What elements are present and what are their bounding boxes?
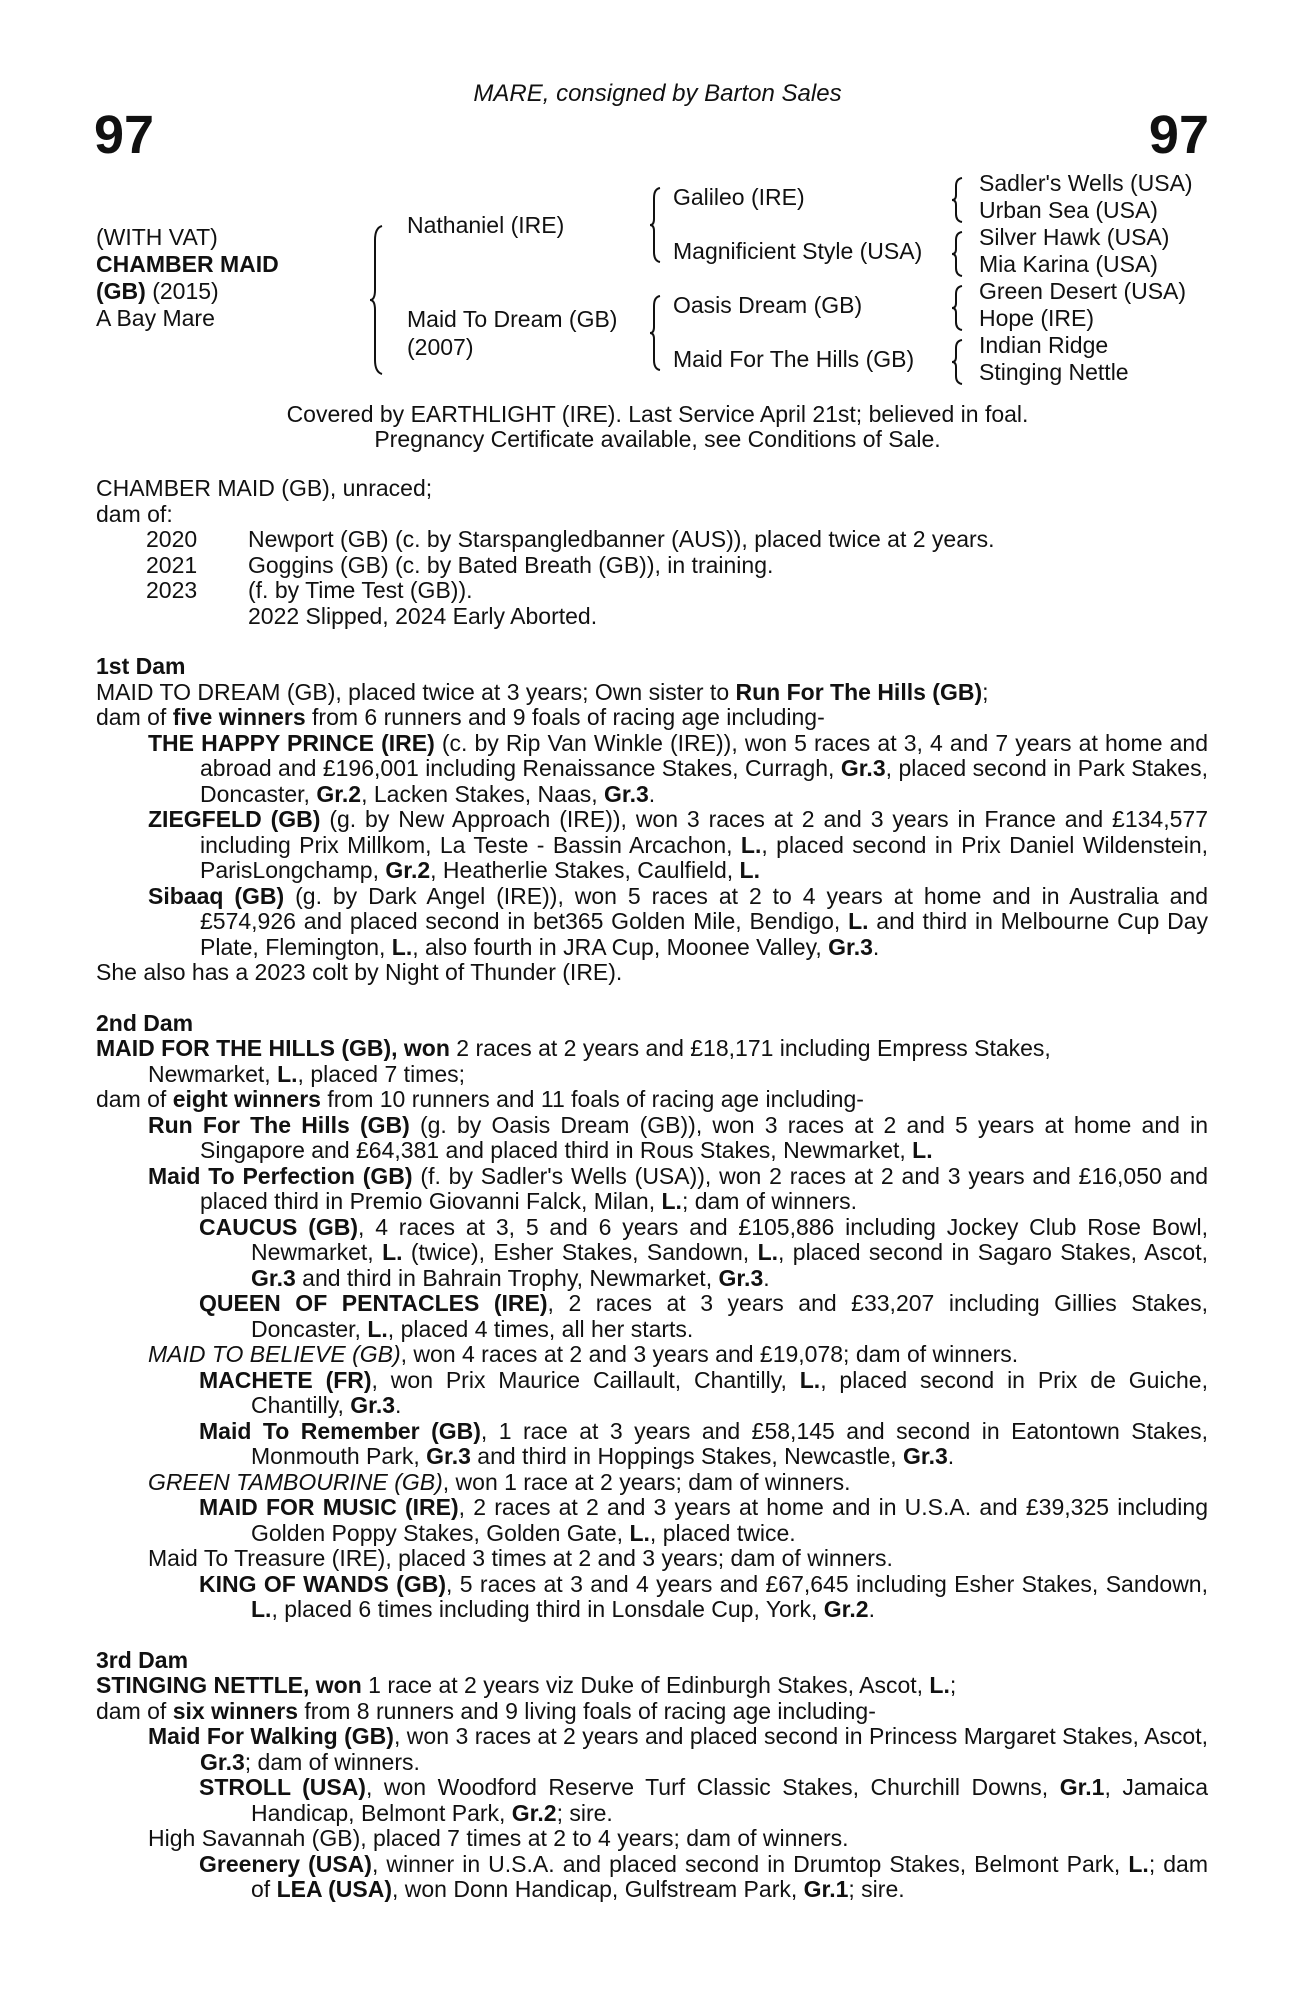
ancestor-sss: Sadler's Wells (USA) bbox=[979, 170, 1193, 196]
text: KING OF WANDS (GB) bbox=[199, 1570, 446, 1597]
vat-note: (WITH VAT) bbox=[96, 224, 218, 250]
text: dam of bbox=[96, 1697, 173, 1724]
text: MAID TO DREAM (GB), placed twice at 3 years; Own sister to bbox=[96, 678, 736, 705]
text: L. bbox=[382, 1239, 403, 1265]
text: dam of bbox=[96, 704, 173, 730]
text: , placed second in Sagaro Stakes, Ascot, bbox=[778, 1239, 1208, 1265]
produce-dam-of: dam of: bbox=[96, 500, 173, 527]
text: L. bbox=[757, 1239, 779, 1265]
text: L. bbox=[391, 933, 413, 960]
third-dam-heading: 3rd Dam bbox=[96, 1646, 189, 1673]
text: L. bbox=[277, 1060, 298, 1087]
maid-hills-brace bbox=[950, 338, 964, 386]
text: , placed 7 times; bbox=[297, 1060, 466, 1087]
text: Gr.1 bbox=[803, 1876, 849, 1902]
dam-name: Maid To Dream (GB) bbox=[407, 306, 618, 332]
horse-description: A Bay Mare bbox=[96, 305, 215, 331]
oasis-brace bbox=[950, 284, 964, 332]
lot-number-left: 97 bbox=[94, 105, 155, 165]
text: Gr.3 bbox=[604, 780, 649, 807]
text: , Lacken Stakes, Naas, bbox=[361, 780, 605, 807]
sire-sire: Galileo (IRE) bbox=[673, 184, 805, 210]
text: ; sire. bbox=[848, 1876, 905, 1902]
text: , won 1 race at 2 years; dam of winners. bbox=[442, 1468, 851, 1495]
text: L. bbox=[1128, 1850, 1149, 1877]
text: L. bbox=[848, 908, 869, 934]
section-gap bbox=[96, 629, 1208, 654]
text: , also fourth in JRA Cup, Moonee Valley, bbox=[412, 933, 829, 960]
text: , 2 races at 2 and 3 years at home and in U.S.A. and £39,325 including Golden Poppy Stakes, Golden Gate, bbox=[251, 1494, 1208, 1546]
first-dam-heading: 1st Dam bbox=[96, 653, 186, 679]
produce-year: 2020 bbox=[146, 526, 198, 552]
first-dam-line bbox=[96, 680, 1208, 706]
text: Gr.2 bbox=[511, 1799, 557, 1826]
text: GREEN TAMBOURINE (GB) bbox=[148, 1468, 443, 1495]
produce-row bbox=[96, 578, 1208, 604]
produce-entry bbox=[96, 1470, 1208, 1496]
produce-row bbox=[96, 527, 1208, 553]
text: and third in Bahrain Trophy, Newmarket, bbox=[295, 1264, 719, 1291]
catalogue-body bbox=[96, 476, 1208, 1903]
text: , placed second in Park Stakes, Doncaster, bbox=[200, 755, 1208, 807]
text: ; dam of bbox=[251, 1850, 1209, 1902]
produce-entry bbox=[96, 807, 1208, 884]
text: Newmarket, bbox=[148, 1060, 278, 1087]
text: , 4 races at 3, 5 and 6 years and £105,886 including Jockey Club Rose Bowl, Newmarket, bbox=[251, 1213, 1208, 1265]
text: L. bbox=[251, 1596, 272, 1622]
section-gap bbox=[96, 1623, 1208, 1648]
magnificient-brace bbox=[950, 230, 964, 278]
horse-identity bbox=[96, 224, 279, 332]
produce-entry bbox=[96, 1342, 1208, 1368]
horse-origin-year bbox=[96, 278, 279, 305]
covering-note bbox=[0, 402, 1315, 452]
text: (g. by Dark Angel (IRE)), won 5 races at 2 to 4 years at home and in Australia and £574,926 and placed second in bet365 Golden Mile, Bendigo, bbox=[200, 882, 1208, 934]
text: ; dam of winners. bbox=[681, 1188, 858, 1214]
text: MACHETE (FR) bbox=[199, 1366, 372, 1393]
text: (f. by Sadler's Wells (USA)), won 2 races at 2 and 3 years and £16,050 and placed third in Premio Giovanni Falck, Milan, bbox=[200, 1162, 1208, 1214]
text: from 6 runners and 9 foals of racing age including- bbox=[305, 704, 825, 730]
text: (g. by New Approach (IRE)), won 3 races at 2 and 3 years in France and £134,577 including Prix Millkom, La Teste - Bassin Arcachon, bbox=[200, 806, 1208, 858]
ancestor-sdd: Mia Karina (USA) bbox=[979, 251, 1158, 277]
third-dam-produce bbox=[96, 1699, 1208, 1725]
third-dam-line bbox=[96, 1673, 1208, 1699]
dam-year: (2007) bbox=[407, 334, 474, 360]
produce-entry bbox=[96, 1215, 1208, 1292]
text: Run For The Hills (GB) bbox=[735, 678, 983, 705]
produce-row bbox=[96, 604, 1208, 630]
text: STINGING NETTLE, won bbox=[96, 1672, 362, 1698]
produce-entry bbox=[96, 1495, 1208, 1546]
text: , won 3 races at 2 years and placed second in Princess Margaret Stakes, Ascot, bbox=[393, 1723, 1208, 1749]
text: MAID FOR MUSIC (IRE) bbox=[199, 1494, 459, 1520]
text: from 10 runners and 11 foals of racing age including- bbox=[320, 1086, 864, 1112]
text: Gr.2 bbox=[823, 1596, 869, 1622]
text: MAID FOR THE HILLS (GB), won bbox=[96, 1035, 450, 1061]
consignment-title: MARE, consigned by Barton Sales bbox=[473, 80, 842, 107]
text: Gr.3 bbox=[251, 1264, 296, 1291]
text: . bbox=[648, 780, 656, 807]
produce-entry bbox=[96, 1419, 1208, 1470]
text: , 1 race at 3 years and £58,145 and second in Eatontown Stakes, Monmouth Park, bbox=[251, 1417, 1208, 1469]
text: ; bbox=[982, 678, 989, 705]
produce-year: 2023 bbox=[146, 577, 198, 603]
text: Gr.3 bbox=[840, 755, 886, 781]
text: Gr.2 bbox=[316, 780, 362, 807]
text: Gr.3 bbox=[200, 1748, 245, 1775]
text: , placed 6 times including third in Lonsdale Cup, York, bbox=[271, 1596, 824, 1622]
produce-entry bbox=[96, 1775, 1208, 1826]
ancestor-ssd: Urban Sea (USA) bbox=[979, 197, 1158, 223]
text: . bbox=[763, 1264, 770, 1291]
sire-name: Nathaniel (IRE) bbox=[407, 212, 565, 238]
first-dam-produce bbox=[96, 705, 1208, 731]
produce-entry: High Savannah (GB), placed 7 times at 2 to 4 years; dam of winners. bbox=[148, 1825, 849, 1851]
text: . bbox=[872, 933, 880, 960]
text: ; dam of winners. bbox=[244, 1748, 420, 1775]
text: Run For The Hills (GB) bbox=[148, 1111, 410, 1138]
text: , Heatherlie Stakes, Caulfield, bbox=[430, 857, 740, 883]
ancestor-dds: Indian Ridge bbox=[979, 332, 1109, 358]
produce-entry bbox=[96, 1852, 1208, 1903]
produce-entry bbox=[96, 884, 1208, 961]
text: QUEEN OF PENTACLES (IRE) bbox=[199, 1290, 548, 1316]
produce-entry bbox=[96, 1113, 1208, 1164]
first-dam-tail: She also has a 2023 colt by Night of Thunder (IRE). bbox=[96, 959, 623, 985]
text: Gr.3 bbox=[426, 1443, 471, 1469]
produce-intro: CHAMBER MAID (GB), unraced; bbox=[96, 475, 433, 501]
text: L. bbox=[912, 1137, 933, 1163]
produce-year: 2021 bbox=[146, 551, 198, 578]
ancestor-sds: Silver Hawk (USA) bbox=[979, 224, 1170, 250]
text: ; sire. bbox=[556, 1799, 613, 1826]
horse-name: CHAMBER MAID bbox=[96, 251, 279, 277]
text: L. bbox=[739, 857, 760, 883]
produce-entry bbox=[96, 1724, 1208, 1775]
produce-entry bbox=[96, 1291, 1208, 1342]
text: , 2 races at 3 years and £33,207 including Gillies Stakes, Doncaster, bbox=[251, 1290, 1208, 1342]
text: L. bbox=[629, 1519, 650, 1546]
produce-entry bbox=[96, 1368, 1208, 1419]
text: L. bbox=[740, 831, 762, 858]
text: dam of bbox=[96, 1086, 173, 1112]
horse-country: (GB) bbox=[96, 278, 146, 304]
sire-line-brace bbox=[648, 186, 662, 264]
text: , won 4 races at 2 and 3 years and £19,078; dam of winners. bbox=[400, 1341, 1019, 1367]
text: CAUCUS (GB) bbox=[199, 1213, 359, 1240]
text: Greenery (USA) bbox=[199, 1850, 372, 1877]
horse-year: (2015) bbox=[145, 278, 219, 304]
text: , placed 4 times, all her starts. bbox=[387, 1315, 694, 1342]
text: , placed second in Prix Daniel Wildenstein, ParisLongchamp, bbox=[200, 831, 1208, 883]
text: . bbox=[868, 1596, 875, 1622]
ancestor-dsd: Hope (IRE) bbox=[979, 305, 1095, 331]
text: , won Prix Maurice Caillault, Chantilly, bbox=[371, 1366, 800, 1393]
text: Gr.3 bbox=[903, 1443, 948, 1469]
ancestor-ddd: Stinging Nettle bbox=[979, 359, 1129, 385]
produce-text: 2022 Slipped, 2024 Early Aborted. bbox=[248, 602, 598, 629]
text: , winner in U.S.A. and placed second in Drumtop Stakes, Belmont Park, bbox=[371, 1850, 1129, 1877]
text: MAID TO BELIEVE (GB) bbox=[148, 1341, 401, 1367]
text: Gr.3 bbox=[718, 1264, 764, 1291]
produce-entry bbox=[96, 1572, 1208, 1623]
text: (twice), Esher Stakes, Sandown, bbox=[402, 1239, 758, 1265]
text: STROLL (USA) bbox=[199, 1774, 366, 1800]
sire-dam-brace bbox=[368, 224, 384, 376]
produce-row bbox=[96, 553, 1208, 579]
produce-text: Newport (GB) (c. by Starspangledbanner (AUS)), placed twice at 2 years. bbox=[248, 526, 995, 552]
produce-entry bbox=[96, 731, 1208, 808]
text: Gr.3 bbox=[828, 933, 873, 960]
text: , won Woodford Reserve Turf Classic Stakes, Churchill Downs, bbox=[365, 1774, 1060, 1800]
dam-dam: Maid For The Hills (GB) bbox=[673, 346, 915, 372]
second-dam-heading: 2nd Dam bbox=[96, 1009, 194, 1036]
text: Gr.2 bbox=[385, 857, 431, 883]
text: , 5 races at 3 and 4 years and £67,645 including Esher Stakes, Sandown, bbox=[445, 1570, 1208, 1597]
second-dam-line bbox=[96, 1036, 1208, 1062]
text: . bbox=[395, 1392, 402, 1418]
produce-entry bbox=[96, 1164, 1208, 1215]
text: Maid To Remember (GB) bbox=[199, 1417, 481, 1444]
text: (g. by Oasis Dream (GB)), won 3 races at 2 and 5 years at home and in Singapore and £64,381 and placed third in Rous Stakes, Newmarket, bbox=[200, 1111, 1208, 1163]
second-dam-line-cont bbox=[148, 1062, 1208, 1088]
text: L. bbox=[367, 1315, 388, 1342]
text: L. bbox=[799, 1366, 821, 1393]
text: 2 races at 2 years and £18,171 including Empress Stakes, bbox=[449, 1035, 1051, 1061]
produce-entry: Maid To Treasure (IRE), placed 3 times at 2 and 3 years; dam of winners. bbox=[148, 1545, 893, 1571]
text: , placed twice. bbox=[649, 1519, 796, 1546]
text: , won Donn Handicap, Gulfstream Park, bbox=[392, 1876, 804, 1902]
text: , Jamaica Handicap, Belmont Park, bbox=[251, 1774, 1208, 1826]
text: and third in Hoppings Stakes, Newcastle, bbox=[470, 1443, 904, 1469]
text: Gr.1 bbox=[1059, 1774, 1105, 1800]
text: eight winners bbox=[172, 1086, 321, 1112]
text: ; bbox=[949, 1672, 957, 1698]
text: six winners bbox=[172, 1697, 298, 1724]
text: ZIEGFELD (GB) bbox=[148, 806, 321, 832]
text: . bbox=[947, 1443, 955, 1469]
text: THE HAPPY PRINCE (IRE) bbox=[148, 729, 435, 756]
dam-sire: Oasis Dream (GB) bbox=[673, 292, 863, 318]
text: 1 race at 2 years viz Duke of Edinburgh Stakes, Ascot, bbox=[361, 1672, 930, 1698]
text: five winners bbox=[172, 704, 306, 730]
text: Sibaaq (GB) bbox=[148, 882, 285, 909]
dam-line-brace bbox=[648, 294, 662, 372]
text: Maid For Walking (GB) bbox=[148, 1723, 394, 1749]
covering-line-1: Covered by EARTHLIGHT (IRE). Last Service April 21st; believed in foal. bbox=[286, 401, 1029, 427]
text: L. bbox=[929, 1672, 950, 1698]
sire-dam: Magnificient Style (USA) bbox=[673, 238, 923, 264]
covering-line-2: Pregnancy Certificate available, see Conditions of Sale. bbox=[374, 426, 941, 452]
produce-text: Goggins (GB) (c. by Bated Breath (GB)), in training. bbox=[248, 551, 774, 578]
text: and third in Melbourne Cup Day Plate, Flemington, bbox=[200, 908, 1208, 960]
ancestor-dss: Green Desert (USA) bbox=[979, 278, 1187, 304]
text: Gr.3 bbox=[350, 1392, 396, 1418]
text: L. bbox=[661, 1188, 682, 1214]
text: LEA (USA) bbox=[276, 1876, 392, 1902]
section-gap bbox=[96, 986, 1208, 1011]
text: from 8 runners and 9 living foals of racing age including- bbox=[298, 1697, 876, 1724]
galileo-brace bbox=[950, 176, 964, 224]
produce-text: (f. by Time Test (GB)). bbox=[248, 577, 473, 603]
second-dam-produce bbox=[96, 1087, 1208, 1113]
text: Maid To Perfection (GB) bbox=[148, 1162, 413, 1189]
text: (c. by Rip Van Winkle (IRE)), won 5 races at 3, 4 and 7 years at home and abroad and £196,001 including Renaissance Stakes, Curragh, bbox=[200, 729, 1208, 781]
text: , placed second in Prix de Guiche, Chantilly, bbox=[251, 1366, 1208, 1418]
lot-number-right: 97 bbox=[1148, 105, 1209, 165]
